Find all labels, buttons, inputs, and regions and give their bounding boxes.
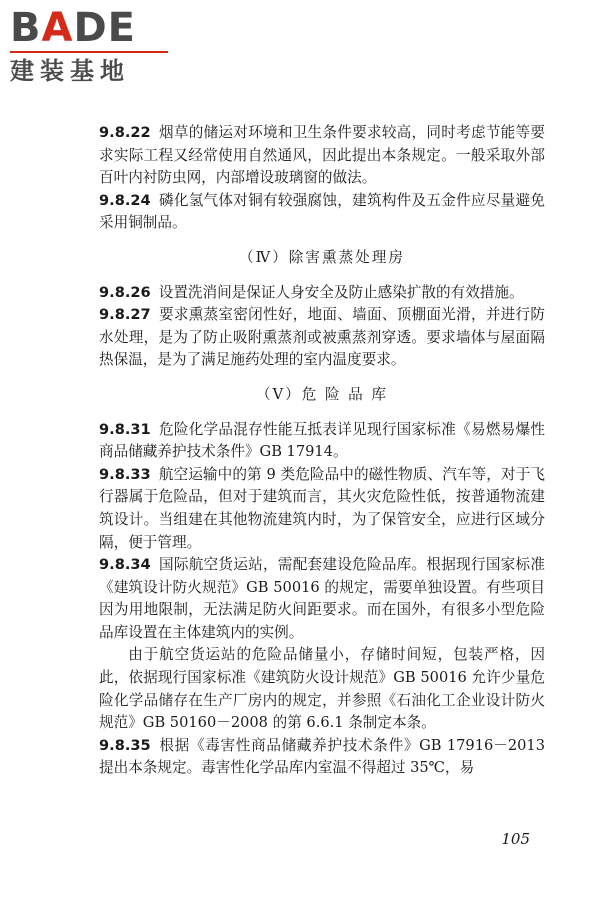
bade-logo: [10, 6, 180, 85]
clause-number: 9.8.33: [99, 465, 151, 483]
logo-wordmark: BADE: [10, 5, 136, 51]
clause-9-8-34-continued: [99, 644, 545, 734]
clause-text: 航空运输中的第 9 类危险品中的磁性物质、汽车等，对于飞行器属于危险品，但对于建筑而言，其火灾危险性低，按普通物流建筑设计。当组建在其他物流建筑内时，为了保管安全，应进行区域分隔，便于管理。: [99, 465, 545, 551]
clause-9-8-24: [99, 190, 545, 235]
clause-text: 磷化氢气体对铜有较强腐蚀，建筑构件及五金件应尽量避免采用铜制品。: [99, 191, 545, 232]
clause-9-8-33: [99, 464, 545, 554]
document-body: [99, 122, 545, 780]
clause-9-8-27: [99, 304, 545, 372]
section-title-v: （Ⅴ）危 险 品 库: [255, 385, 389, 403]
page-number: 105: [501, 830, 530, 848]
clause-9-8-22: [99, 122, 545, 190]
clause-text: 要求熏蒸室密闭性好，地面、墙面、顶棚面光滑，并进行防水处理，是为了防止吸附熏蒸剂或被熏蒸剂穿透。要求墙体与屋面隔热保温，是为了满足施药处理的室内温度要求。: [99, 306, 545, 369]
clause-text: 国际航空货运站，需配套建设危险品库。根据现行国家标准《建筑设计防火规范》GB 50016 的规定，需要单独设置。有些项目因为用地限制，无法满足防火间距要求。而在国外，有很多小型危险品库设置在主体建筑内的实例。: [99, 556, 545, 641]
clause-text: 烟草的储运对环境和卫生条件要求较高，同时考虑节能等要求实际工程又经常使用自然通风，因此提出本条规定。一般采取外部百叶内衬防虫网，内部增设玻璃窗的做法。: [99, 124, 545, 187]
clause-9-8-34: [99, 554, 545, 644]
logo-subtitle: 建装基地: [10, 57, 130, 85]
clause-9-8-26: [99, 282, 545, 305]
clause-number: 9.8.26: [99, 283, 151, 301]
clause-number: 9.8.35: [99, 736, 151, 754]
clause-text: 危险化学品混存性能互抵表详见现行国家标准《易燃易爆性商品储藏养护技术条件》GB 17914。: [99, 420, 545, 461]
clause-text: 由于航空货运站的危险品储量小，存储时间短，包装严格，因此，依据现行国家标准《建筑防火设计规范》GB 50016 允许少量危险化学品储存在生产厂房内的规定，并参照《石油化工企业设计防火规范》GB 50160－2008 的第 6.6.1 条制定本条。: [99, 646, 545, 732]
clause-text: 设置洗消间是保证人身安全及防止感染扩散的有效措施。: [158, 283, 524, 301]
clause-number: 9.8.27: [99, 306, 151, 324]
clause-9-8-35: [99, 735, 545, 780]
clause-9-8-31: [99, 419, 545, 464]
logo-rule: [10, 51, 168, 53]
clause-number: 9.8.31: [99, 420, 151, 438]
clause-text: 根据《毒害性商品储藏养护技术条件》GB 17916－2013 提出本条规定。毒害性化学品库内室温不得超过 35℃，易: [99, 736, 545, 777]
clause-number: 9.8.24: [99, 191, 151, 209]
clause-number: 9.8.22: [99, 124, 151, 141]
clause-number: 9.8.34: [99, 556, 151, 574]
section-title-iv: （Ⅳ）除害熏蒸处理房: [239, 248, 405, 266]
